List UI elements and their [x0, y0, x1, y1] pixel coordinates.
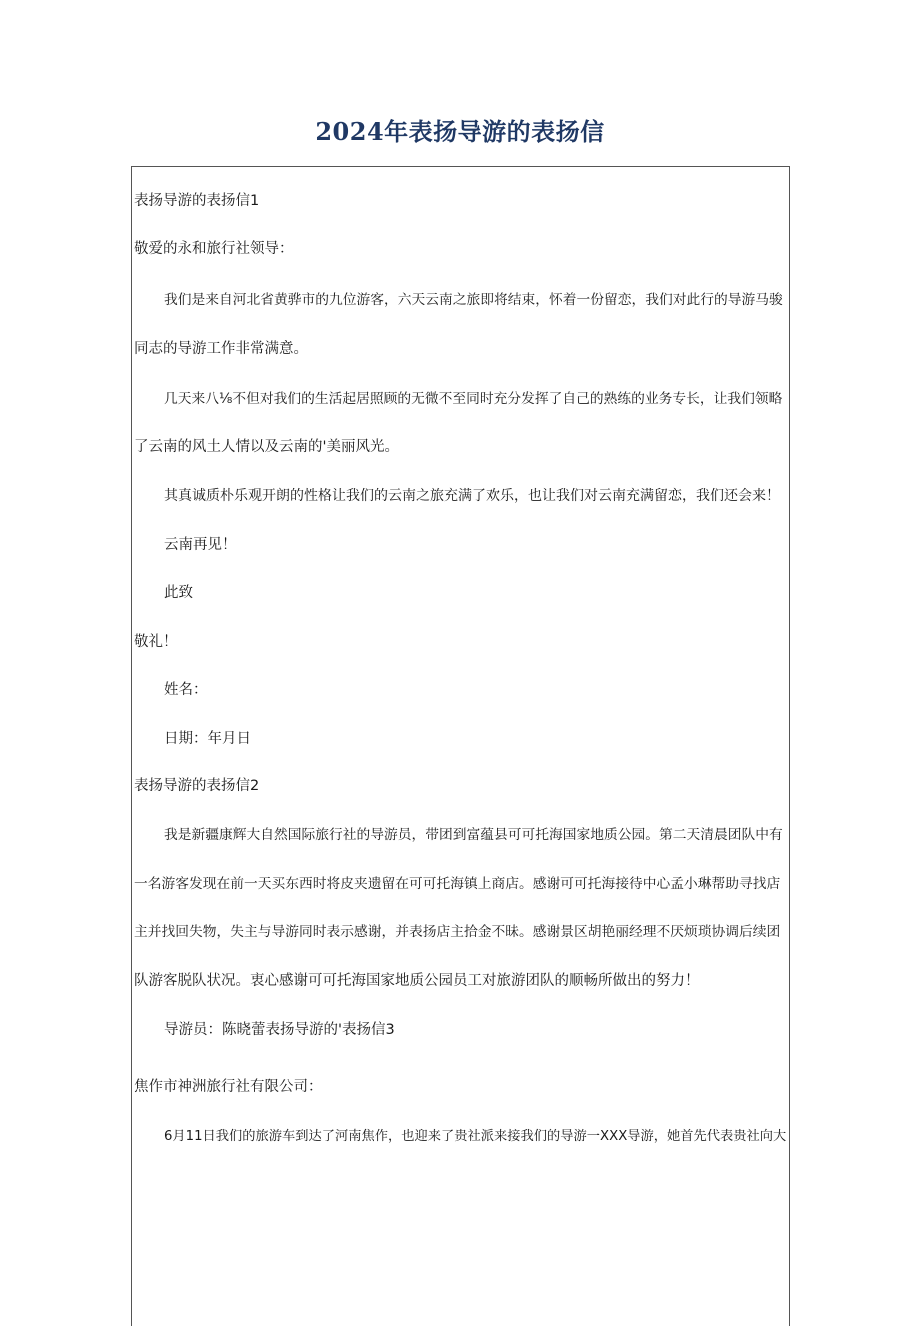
guide-signature-line: 导游员：陈晓蕾表扬导游的'表扬信3 [164, 1022, 395, 1038]
paragraph-line: 6月11日我们的旅游车到达了河南焦作，也迎来了贵社派来接我们的导游一XXX导游，她首先代表贵社向大 [164, 1129, 787, 1144]
signature-date: 日期：年月日 [164, 731, 251, 747]
document-title: 2024年表扬导游的表扬信 [315, 117, 605, 146]
paragraph-line: 队游客脱队状况。衷心感谢可可托海国家地质公园员工对旅游团队的顺畅所做出的努力！ [134, 973, 700, 989]
section-heading-1: 表扬导游的表扬信1 [134, 193, 260, 209]
closing-line: 敬礼！ [134, 634, 178, 650]
salutation-3: 焦作市神洲旅行社有限公司： [134, 1079, 323, 1095]
signature-name: 姓名： [164, 682, 208, 698]
paragraph-line: 同志的导游工作非常满意。 [134, 341, 308, 357]
paragraph-line: 几天来八⅛不但对我们的生活起居照顾的无微不至同时充分发挥了自己的熟练的业务专长，让我们领略 [164, 391, 783, 407]
salutation-1: 敬爱的永和旅行社领导： [134, 241, 294, 257]
paragraph-line: 其真诚质朴乐观开朗的性格让我们的云南之旅充满了欢乐，也让我们对云南充满留恋，我们还会来！ [164, 488, 780, 504]
paragraph-line: 我是新疆康辉大自然国际旅行社的导游员，带团到富蕴县可可托海国家地质公园。第二天清晨团队中有 [164, 827, 783, 843]
paragraph-line: 一名游客发现在前一天买东西时将皮夹遗留在可可托海镇上商店。感谢可可托海接待中心孟小琳帮助寻找店 [134, 876, 781, 892]
closing-line: 此致 [164, 585, 193, 601]
paragraph-line: 云南再见！ [164, 537, 237, 553]
paragraph-line: 了云南的风土人情以及云南的'美丽风光。 [134, 439, 399, 455]
paragraph-line: 主并找回失物，失主与导游同时表示感谢，并表扬店主拾金不昧。感谢景区胡艳丽经理不厌烦琐协调后续团 [134, 924, 781, 940]
paragraph-line: 我们是来自河北省黄骅市的九位游客，六天云南之旅即将结束，怀着一份留恋，我们对此行的导游马骏 [164, 292, 783, 308]
section-heading-2: 表扬导游的表扬信2 [134, 778, 260, 794]
